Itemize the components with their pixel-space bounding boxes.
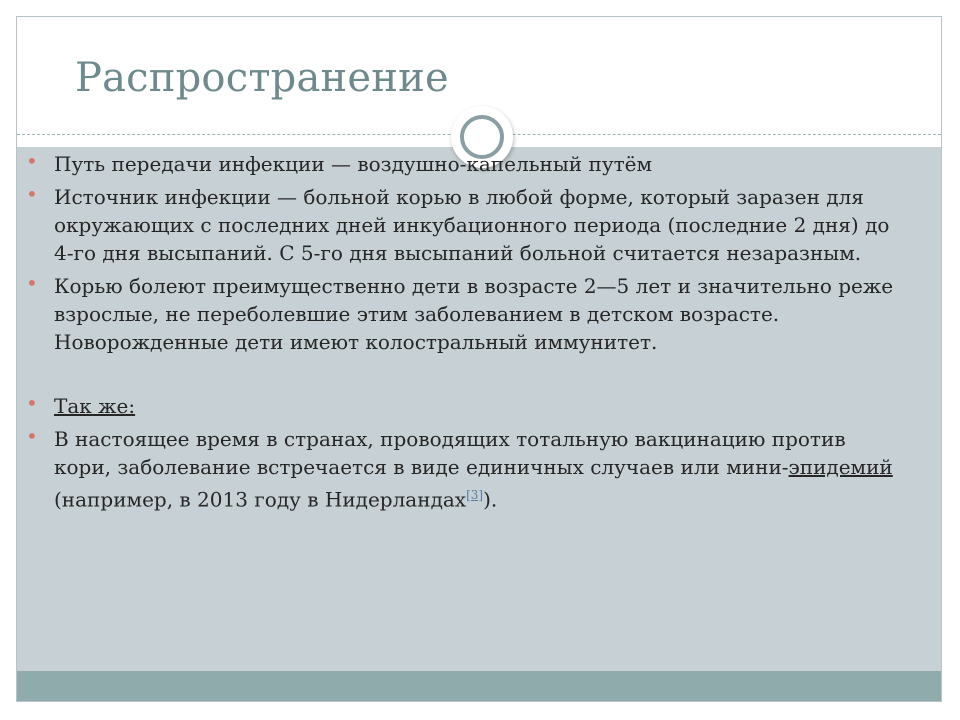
bullet-dot-icon: • <box>26 149 38 173</box>
footer-bar <box>17 671 941 701</box>
reference-link[interactable]: [3] <box>466 488 484 502</box>
bullet-text-middle: (например, в 2013 году в Нидерландах <box>54 487 467 512</box>
bullet-dot-icon: • <box>26 391 38 415</box>
bullet-text-before: В настоящее время в странах, проводящих тотальную вакцинацию против кори, заболевание встречается в виде единичных случаев или мини- <box>54 427 846 479</box>
bullet-item-also <box>24 392 894 420</box>
bullet-text: Путь передачи инфекции — воздушно-капельный путём <box>54 152 653 176</box>
bullet-item-transmission <box>24 150 894 178</box>
bullet-text: Корью болеют преимущественно дети в возрасте 2—5 лет и значительно реже взрослые, не переболевшие этим заболеванием в детском возрасте. Новорожденные дети имеют колостральный иммунитет. <box>54 274 894 354</box>
bullet-text: Источник инфекции — больной корью в любой форме, который заразен для окружающих с последних дней инкубационного периода (последние 2 дня) до 4-го дня высыпаний. С 5-го дня высыпаний больной считается незаразным. <box>54 185 890 265</box>
bullet-text-underlined: Так же: <box>54 394 136 418</box>
slide-title: Распространение <box>75 55 449 101</box>
bullet-list <box>24 150 894 519</box>
bullet-text-after: ). <box>483 487 498 512</box>
bullet-dot-icon: • <box>26 182 38 206</box>
bullet-item-source <box>24 183 894 267</box>
bullet-item-vaccination <box>24 425 894 514</box>
bullet-dot-icon: • <box>26 424 38 448</box>
bullet-dot-icon: • <box>26 271 38 295</box>
epidemics-link[interactable]: эпидемий <box>788 455 893 479</box>
bullet-item-age <box>24 272 894 356</box>
